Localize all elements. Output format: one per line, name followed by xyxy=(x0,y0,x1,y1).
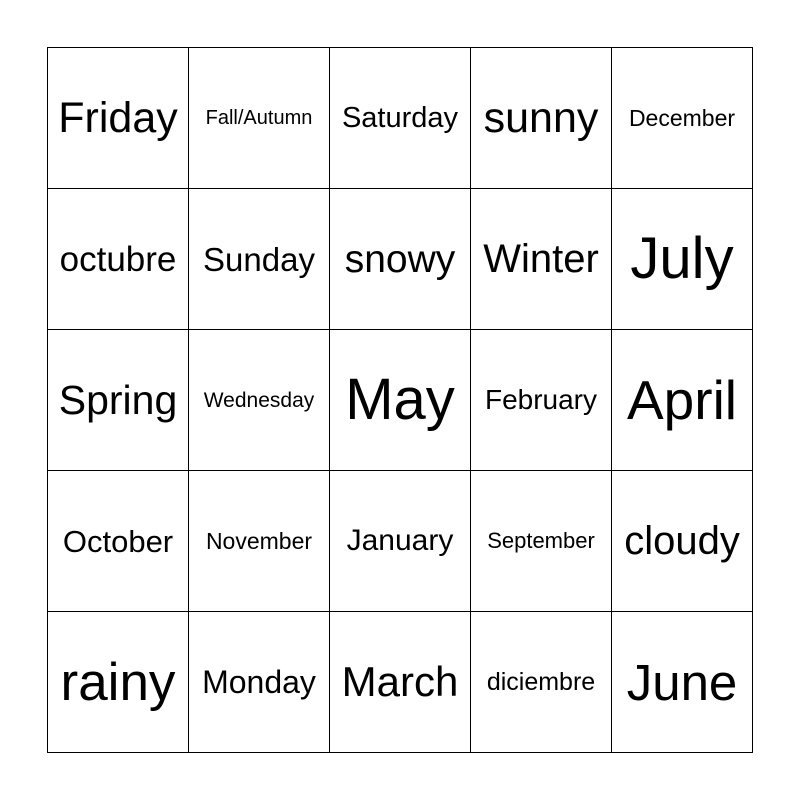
bingo-cell[interactable]: March xyxy=(330,612,471,753)
bingo-cell[interactable]: February xyxy=(471,330,612,471)
bingo-cell[interactable]: January xyxy=(330,471,471,612)
bingo-cell[interactable]: Fall/Autumn xyxy=(189,48,330,189)
bingo-cell[interactable]: December xyxy=(612,48,753,189)
bingo-cell[interactable]: Sunday xyxy=(189,189,330,330)
bingo-cell[interactable]: Saturday xyxy=(330,48,471,189)
bingo-cell[interactable]: Friday xyxy=(48,48,189,189)
bingo-cell[interactable]: November xyxy=(189,471,330,612)
bingo-cell[interactable]: Winter xyxy=(471,189,612,330)
bingo-cell[interactable]: diciembre xyxy=(471,612,612,753)
bingo-cell[interactable]: sunny xyxy=(471,48,612,189)
bingo-cell[interactable]: July xyxy=(612,189,753,330)
bingo-cell[interactable]: May xyxy=(330,330,471,471)
bingo-cell[interactable]: September xyxy=(471,471,612,612)
bingo-board xyxy=(47,47,753,753)
bingo-cell[interactable]: June xyxy=(612,612,753,753)
bingo-cell[interactable]: Spring xyxy=(48,330,189,471)
bingo-cell[interactable]: October xyxy=(48,471,189,612)
bingo-cell[interactable]: Wednesday xyxy=(189,330,330,471)
bingo-cell[interactable]: snowy xyxy=(330,189,471,330)
bingo-cell[interactable]: rainy xyxy=(48,612,189,753)
bingo-cell[interactable]: Monday xyxy=(189,612,330,753)
bingo-cell[interactable]: April xyxy=(612,330,753,471)
bingo-cell[interactable]: cloudy xyxy=(612,471,753,612)
bingo-cell[interactable]: octubre xyxy=(48,189,189,330)
